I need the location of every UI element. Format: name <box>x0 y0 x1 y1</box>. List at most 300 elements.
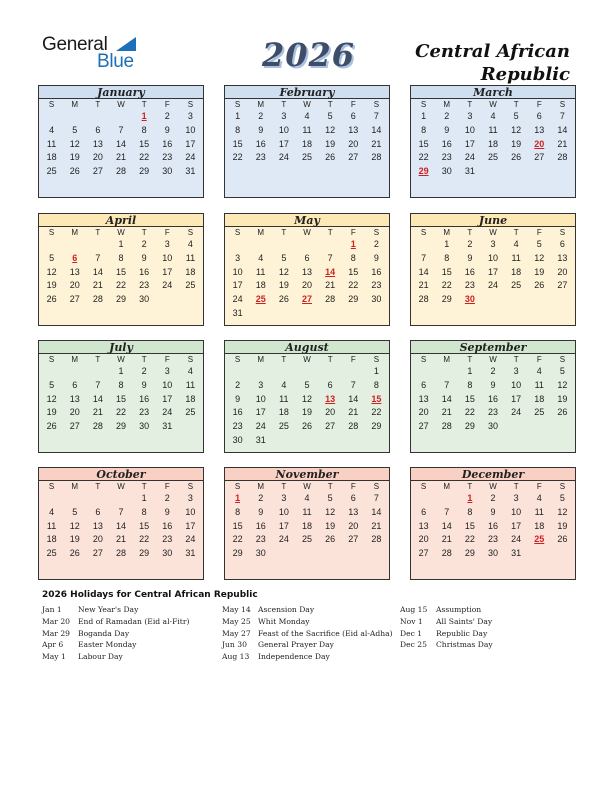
weekday-header: T <box>281 355 287 364</box>
day-cell: 28 <box>441 548 452 559</box>
month-name: August <box>225 341 389 354</box>
day-cell: 15 <box>418 138 429 149</box>
day-cell: 19 <box>69 534 80 545</box>
weekday-header: S <box>187 228 194 237</box>
holiday-date: Mar 20 <box>42 616 71 626</box>
day-cell: 17 <box>278 520 289 531</box>
day-cell: 29 <box>139 548 150 559</box>
day-cell: 16 <box>232 407 243 418</box>
holiday-day-cell: 1 <box>350 239 356 249</box>
holiday-date: Dec 25 <box>400 640 427 650</box>
day-cell: 26 <box>325 152 336 163</box>
weekday-header: T <box>467 355 473 364</box>
day-cell: 6 <box>536 111 542 121</box>
holiday-date: Dec 1 <box>400 628 423 638</box>
holiday-name: All Saints' Day <box>436 616 493 626</box>
day-cell: 14 <box>557 124 568 135</box>
day-cell: 16 <box>255 520 266 531</box>
day-cell: 5 <box>49 379 55 390</box>
month-days-grid <box>411 227 575 307</box>
day-cell: 12 <box>278 266 289 277</box>
day-blank <box>63 365 86 379</box>
day-cell: 26 <box>301 421 312 432</box>
day-cell: 16 <box>441 138 452 149</box>
day-cell: 4 <box>49 124 55 135</box>
day-cell: 29 <box>464 548 475 559</box>
day-cell: 25 <box>534 407 545 418</box>
day-cell: 17 <box>162 393 173 404</box>
day-cell: 21 <box>115 534 126 545</box>
holiday-name: Christmas Day <box>436 640 493 650</box>
day-cell: 8 <box>118 379 124 390</box>
day-cell: 17 <box>255 407 266 418</box>
day-cell: 9 <box>444 124 450 135</box>
holiday-day-cell: 6 <box>72 252 78 263</box>
weekday-header: M <box>257 482 265 491</box>
day-cell: 13 <box>418 393 429 404</box>
day-blank <box>40 492 63 506</box>
day-blank <box>63 110 86 124</box>
weekday-header: T <box>327 100 333 109</box>
day-cell: 3 <box>235 252 241 263</box>
weekday-header: T <box>141 100 147 109</box>
day-cell: 9 <box>164 506 170 517</box>
day-cell: 14 <box>371 506 382 517</box>
day-cell: 21 <box>371 520 382 531</box>
month-days-grid <box>411 481 575 561</box>
day-cell: 14 <box>441 520 452 531</box>
day-cell: 6 <box>304 252 310 263</box>
weekday-header: M <box>257 228 265 237</box>
holiday-name: Independence Day <box>258 652 330 662</box>
day-cell: 7 <box>444 379 450 390</box>
weekday-header: T <box>95 482 101 491</box>
day-cell: 18 <box>534 393 545 404</box>
day-cell: 5 <box>281 252 287 263</box>
day-cell: 24 <box>185 152 196 163</box>
day-cell: 11 <box>185 379 196 390</box>
day-cell: 25 <box>185 407 196 418</box>
holiday-item <box>42 639 189 651</box>
month-days-grid <box>411 99 575 179</box>
month-name: January <box>39 86 203 99</box>
weekday-header: W <box>489 482 497 491</box>
day-cell: 27 <box>348 534 359 545</box>
day-cell: 27 <box>418 548 429 559</box>
month-name: February <box>225 86 389 99</box>
day-cell: 6 <box>95 506 101 517</box>
month-april <box>38 213 204 326</box>
weekday-header: W <box>117 100 125 109</box>
holiday-date: May 1 <box>42 652 66 662</box>
holiday-date: Mar 29 <box>42 628 71 638</box>
holiday-day-cell: 1 <box>141 111 147 121</box>
day-cell: 3 <box>513 493 519 503</box>
holiday-item <box>400 639 493 651</box>
day-cell: 13 <box>557 252 568 263</box>
day-blank <box>63 492 86 506</box>
day-cell: 4 <box>536 493 542 503</box>
brand-logo <box>42 34 142 74</box>
day-blank <box>40 238 63 252</box>
day-blank <box>272 238 295 252</box>
day-cell: 25 <box>511 280 522 291</box>
holiday-item <box>400 616 493 628</box>
day-cell: 4 <box>490 111 496 121</box>
day-cell: 18 <box>301 520 312 531</box>
holiday-date: Apr 6 <box>42 640 64 650</box>
day-cell: 19 <box>557 520 568 531</box>
day-cell: 2 <box>141 366 147 376</box>
day-cell: 23 <box>139 280 150 291</box>
month-days-grid <box>411 354 575 434</box>
weekday-header: S <box>234 482 241 491</box>
day-cell: 13 <box>69 266 80 277</box>
month-days-grid <box>39 99 203 179</box>
day-blank <box>86 238 109 252</box>
day-cell: 24 <box>278 152 289 163</box>
month-october <box>38 467 204 580</box>
day-cell: 31 <box>232 307 243 318</box>
weekday-header: F <box>536 228 542 237</box>
weekday-header: W <box>489 355 497 364</box>
month-days-grid <box>225 354 389 448</box>
day-cell: 27 <box>534 152 545 163</box>
day-cell: 27 <box>418 421 429 432</box>
day-cell: 21 <box>92 407 103 418</box>
day-cell: 23 <box>232 421 243 432</box>
month-july <box>38 340 204 453</box>
day-cell: 9 <box>467 252 473 263</box>
day-cell: 17 <box>487 266 498 277</box>
day-blank <box>249 238 272 252</box>
day-cell: 20 <box>348 138 359 149</box>
weekday-header: S <box>187 355 194 364</box>
day-cell: 31 <box>162 421 173 432</box>
day-cell: 8 <box>467 506 473 517</box>
holiday-name: Boganda Day <box>78 628 130 638</box>
holiday-item <box>42 616 189 628</box>
day-cell: 3 <box>281 111 287 121</box>
day-cell: 9 <box>490 379 496 390</box>
day-cell: 31 <box>185 548 196 559</box>
day-cell: 1 <box>118 366 124 376</box>
day-cell: 21 <box>557 138 568 149</box>
holiday-name: End of Ramadan (Eid al-Fitr) <box>78 616 190 626</box>
holiday-item <box>222 616 393 628</box>
weekday-header: S <box>373 482 380 491</box>
day-cell: 16 <box>139 393 150 404</box>
day-cell: 19 <box>46 407 57 418</box>
day-cell: 13 <box>92 138 103 149</box>
day-cell: 8 <box>421 124 427 135</box>
weekday-header: S <box>559 228 566 237</box>
day-cell: 3 <box>187 493 193 503</box>
holiday-day-cell: 29 <box>418 166 429 177</box>
day-cell: 28 <box>418 294 429 305</box>
day-cell: 7 <box>327 252 333 263</box>
day-cell: 10 <box>185 124 196 135</box>
day-cell: 7 <box>421 252 427 263</box>
holiday-day-cell: 25 <box>255 294 266 305</box>
day-cell: 2 <box>141 239 147 249</box>
weekday-header: M <box>71 100 79 109</box>
day-cell: 31 <box>255 434 266 445</box>
day-cell: 11 <box>511 252 521 263</box>
weekday-header: M <box>443 355 451 364</box>
day-cell: 6 <box>350 111 356 121</box>
month-name: November <box>225 468 389 481</box>
day-cell: 3 <box>164 366 170 376</box>
day-cell: 10 <box>185 506 196 517</box>
day-cell: 13 <box>348 506 359 517</box>
country-title: Central African Republic <box>415 41 570 85</box>
holiday-column <box>42 604 189 663</box>
calendar-year: 2026 <box>262 36 356 74</box>
brand-triangle-icon <box>116 37 136 51</box>
month-december <box>410 467 576 580</box>
day-blank <box>319 238 342 252</box>
holiday-day-cell: 14 <box>325 266 336 277</box>
day-cell: 2 <box>235 379 241 390</box>
weekday-header: S <box>420 355 427 364</box>
day-cell: 27 <box>92 548 103 559</box>
weekday-header: F <box>350 355 356 364</box>
brand-word-general: General <box>42 34 108 55</box>
day-cell: 14 <box>348 393 359 404</box>
month-days-grid <box>39 481 203 561</box>
day-cell: 11 <box>46 520 57 531</box>
day-cell: 17 <box>278 138 289 149</box>
day-cell: 24 <box>487 280 498 291</box>
day-cell: 5 <box>327 493 333 503</box>
day-cell: 11 <box>534 506 544 517</box>
day-cell: 11 <box>185 252 196 263</box>
weekday-header: F <box>536 100 542 109</box>
weekday-header: W <box>303 482 311 491</box>
day-cell: 3 <box>164 239 170 249</box>
day-cell: 11 <box>256 266 266 277</box>
day-cell: 8 <box>141 124 147 135</box>
day-blank <box>109 492 132 506</box>
month-name: May <box>225 214 389 227</box>
weekday-header: T <box>513 228 519 237</box>
day-cell: 25 <box>487 152 498 163</box>
day-cell: 3 <box>281 493 287 503</box>
day-cell: 17 <box>511 393 522 404</box>
month-days-grid <box>39 227 203 307</box>
month-january <box>38 85 204 198</box>
day-cell: 17 <box>162 266 173 277</box>
day-cell: 4 <box>536 366 542 376</box>
day-cell: 14 <box>371 124 382 135</box>
weekday-header: M <box>443 482 451 491</box>
day-cell: 24 <box>255 421 266 432</box>
day-cell: 20 <box>92 152 103 163</box>
day-cell: 23 <box>255 534 266 545</box>
day-cell: 23 <box>487 534 498 545</box>
day-cell: 26 <box>511 152 522 163</box>
day-cell: 6 <box>350 493 356 503</box>
day-cell: 25 <box>46 166 57 177</box>
month-name: October <box>39 468 203 481</box>
holidays-title: 2026 Holidays for Central African Republic <box>42 590 258 600</box>
day-cell: 11 <box>279 393 289 404</box>
day-cell: 27 <box>348 152 359 163</box>
day-cell: 28 <box>371 152 382 163</box>
day-cell: 26 <box>557 407 568 418</box>
weekday-header: M <box>443 100 451 109</box>
day-cell: 15 <box>115 266 126 277</box>
day-cell: 4 <box>187 239 193 249</box>
day-cell: 20 <box>325 407 336 418</box>
day-cell: 19 <box>534 266 545 277</box>
day-cell: 10 <box>511 506 522 517</box>
day-cell: 4 <box>187 366 193 376</box>
day-cell: 28 <box>115 166 126 177</box>
day-cell: 19 <box>325 520 336 531</box>
day-blank <box>249 365 272 379</box>
weekday-header: S <box>420 228 427 237</box>
holiday-date: May 27 <box>222 628 251 638</box>
day-cell: 20 <box>69 280 80 291</box>
day-cell: 16 <box>162 138 173 149</box>
day-cell: 9 <box>164 124 170 135</box>
day-cell: 5 <box>559 366 565 376</box>
day-cell: 19 <box>46 280 57 291</box>
day-cell: 20 <box>418 407 429 418</box>
day-cell: 18 <box>46 534 57 545</box>
day-blank <box>435 365 458 379</box>
month-days-grid <box>225 227 389 321</box>
weekday-header: S <box>373 100 380 109</box>
weekday-header: S <box>234 100 241 109</box>
day-cell: 27 <box>69 421 80 432</box>
weekday-header: M <box>71 228 79 237</box>
day-cell: 28 <box>115 548 126 559</box>
weekday-header: F <box>536 482 542 491</box>
day-cell: 12 <box>69 520 80 531</box>
day-cell: 6 <box>95 124 101 135</box>
day-cell: 5 <box>304 379 310 390</box>
day-cell: 6 <box>327 379 333 390</box>
day-cell: 4 <box>304 493 310 503</box>
day-cell: 18 <box>487 138 498 149</box>
day-blank <box>295 238 318 252</box>
weekday-header: S <box>420 100 427 109</box>
day-cell: 16 <box>255 138 266 149</box>
day-blank <box>342 365 365 379</box>
day-cell: 10 <box>511 379 522 390</box>
day-cell: 9 <box>490 506 496 517</box>
weekday-header: W <box>489 100 497 109</box>
weekday-header: T <box>281 228 287 237</box>
day-cell: 6 <box>559 239 565 249</box>
day-cell: 14 <box>92 393 103 404</box>
day-cell: 8 <box>350 252 356 263</box>
holiday-column <box>400 604 493 651</box>
weekday-header: W <box>303 100 311 109</box>
day-cell: 21 <box>418 280 429 291</box>
day-cell: 7 <box>95 252 101 263</box>
day-cell: 7 <box>559 111 565 121</box>
weekday-header: F <box>350 228 356 237</box>
day-cell: 27 <box>557 280 568 291</box>
weekday-header: T <box>513 355 519 364</box>
day-cell: 12 <box>557 379 568 390</box>
day-cell: 16 <box>162 520 173 531</box>
day-cell: 30 <box>162 166 173 177</box>
day-cell: 3 <box>513 366 519 376</box>
day-cell: 5 <box>559 493 565 503</box>
day-cell: 11 <box>488 124 498 135</box>
day-cell: 1 <box>373 366 379 376</box>
day-cell: 7 <box>373 493 379 503</box>
day-cell: 13 <box>418 520 429 531</box>
month-name: March <box>411 86 575 99</box>
weekday-header: T <box>327 228 333 237</box>
holiday-day-cell: 27 <box>301 294 312 305</box>
day-cell: 26 <box>557 534 568 545</box>
day-cell: 15 <box>348 266 359 277</box>
day-cell: 28 <box>348 421 359 432</box>
day-cell: 14 <box>92 266 103 277</box>
day-cell: 29 <box>464 421 475 432</box>
day-cell: 23 <box>139 407 150 418</box>
weekday-header: S <box>373 355 380 364</box>
day-cell: 16 <box>464 266 475 277</box>
day-cell: 15 <box>139 138 150 149</box>
day-cell: 20 <box>69 407 80 418</box>
day-blank <box>63 238 86 252</box>
month-name: September <box>411 341 575 354</box>
holiday-date: Jan 1 <box>42 605 62 614</box>
day-cell: 10 <box>162 252 173 263</box>
weekday-header: M <box>257 100 265 109</box>
day-cell: 15 <box>441 266 452 277</box>
day-cell: 10 <box>464 124 475 135</box>
day-cell: 26 <box>69 548 80 559</box>
month-march <box>410 85 576 198</box>
month-name: April <box>39 214 203 227</box>
holiday-date: Jun 30 <box>222 640 247 650</box>
day-blank <box>40 365 63 379</box>
day-cell: 12 <box>325 506 336 517</box>
holiday-item <box>42 628 189 640</box>
day-cell: 11 <box>534 379 544 390</box>
holiday-name: Labour Day <box>78 652 123 662</box>
day-cell: 7 <box>350 379 356 390</box>
day-cell: 6 <box>421 506 427 517</box>
day-cell: 24 <box>511 407 522 418</box>
day-cell: 2 <box>164 111 170 121</box>
weekday-header: T <box>95 100 101 109</box>
day-cell: 25 <box>46 548 57 559</box>
weekday-header: T <box>513 100 519 109</box>
day-cell: 30 <box>162 548 173 559</box>
holiday-name: Feast of the Sacrifice (Eid al-Adha) <box>258 628 393 638</box>
day-cell: 4 <box>49 506 55 517</box>
day-cell: 22 <box>418 152 429 163</box>
day-cell: 1 <box>141 493 147 503</box>
weekday-header: T <box>467 100 473 109</box>
day-cell: 19 <box>301 407 312 418</box>
weekday-header: F <box>164 100 170 109</box>
day-cell: 5 <box>49 252 55 263</box>
day-cell: 27 <box>325 421 336 432</box>
month-name: June <box>411 214 575 227</box>
holiday-date: Nov 1 <box>400 616 423 626</box>
